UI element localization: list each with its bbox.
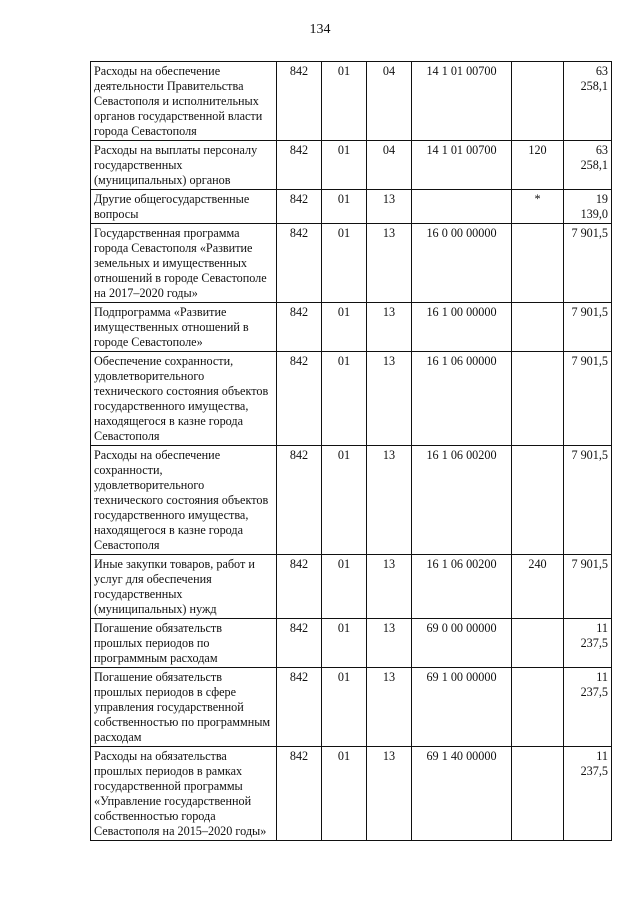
table-row: [91, 619, 612, 668]
subsection-code: 13: [367, 352, 412, 446]
ministry-code: 842: [277, 190, 322, 224]
table-row: [91, 190, 612, 224]
table-row: [91, 668, 612, 747]
section-code: 01: [322, 747, 367, 841]
section-code: 01: [322, 619, 367, 668]
ministry-code: 842: [277, 747, 322, 841]
expense-type-code: [512, 62, 564, 141]
subsection-code: 13: [367, 747, 412, 841]
section-code: 01: [322, 303, 367, 352]
target-article-code: 16 1 06 00200: [412, 555, 512, 619]
amount-value: 7 901,5: [564, 555, 612, 619]
target-article-code: 14 1 01 00700: [412, 62, 512, 141]
target-article-code: 16 1 00 00000: [412, 303, 512, 352]
row-name: Обеспечение сохранности, удовлетворительного технического состояния объектов государственного имущества, находящегося в казне города Севастополя: [91, 352, 277, 446]
section-code: 01: [322, 190, 367, 224]
table-row: [91, 141, 612, 190]
expense-type-code: 120: [512, 141, 564, 190]
budget-table-body: [91, 62, 612, 841]
row-name: Погашение обязательств прошлых периодов в сфере управления государственной собственностью по программным расходам: [91, 668, 277, 747]
section-code: 01: [322, 62, 367, 141]
target-article-code: 16 0 00 00000: [412, 224, 512, 303]
target-article-code: 16 1 06 00200: [412, 446, 512, 555]
subsection-code: 04: [367, 62, 412, 141]
page-number: 134: [309, 22, 331, 37]
ministry-code: 842: [277, 668, 322, 747]
amount-value: 7 901,5: [564, 352, 612, 446]
table-row: [91, 747, 612, 841]
expense-type-code: [512, 352, 564, 446]
ministry-code: 842: [277, 555, 322, 619]
row-name: Расходы на обязательства прошлых периодов в рамках государственной программы «Управление государственной собственностью города Севастополя на 2015–2020 годы»: [91, 747, 277, 841]
subsection-code: 13: [367, 446, 412, 555]
amount-value: 63 258,1: [564, 62, 612, 141]
subsection-code: 13: [367, 303, 412, 352]
row-name: Другие общегосударственные вопросы: [91, 190, 277, 224]
subsection-code: 13: [367, 668, 412, 747]
table-row: [91, 352, 612, 446]
expense-type-code: [512, 224, 564, 303]
ministry-code: 842: [277, 303, 322, 352]
amount-value: 7 901,5: [564, 224, 612, 303]
ministry-code: 842: [277, 141, 322, 190]
subsection-code: 13: [367, 224, 412, 303]
subsection-code: 13: [367, 190, 412, 224]
ministry-code: 842: [277, 62, 322, 141]
amount-value: 7 901,5: [564, 446, 612, 555]
amount-value: 63 258,1: [564, 141, 612, 190]
budget-table: [90, 61, 612, 841]
amount-value: 11 237,5: [564, 668, 612, 747]
expense-type-code: [512, 668, 564, 747]
subsection-code: 13: [367, 555, 412, 619]
amount-value: 19 139,0: [564, 190, 612, 224]
ministry-code: 842: [277, 352, 322, 446]
ministry-code: 842: [277, 619, 322, 668]
target-article-code: 14 1 01 00700: [412, 141, 512, 190]
row-name: Расходы на выплаты персоналу государственных (муниципальных) органов: [91, 141, 277, 190]
row-name: Расходы на обеспечение деятельности Правительства Севастополя и исполнительных органов государственной власти города Севастополя: [91, 62, 277, 141]
expense-type-code: [512, 446, 564, 555]
section-code: 01: [322, 668, 367, 747]
row-name: Расходы на обеспечение сохранности, удовлетворительного технического состояния объектов государственного имущества, находящегося в казне города Севастополя: [91, 446, 277, 555]
expense-type-code: 240: [512, 555, 564, 619]
section-code: 01: [322, 555, 367, 619]
section-code: 01: [322, 141, 367, 190]
expense-type-code: [512, 303, 564, 352]
subsection-code: 04: [367, 141, 412, 190]
ministry-code: 842: [277, 224, 322, 303]
row-name: Государственная программа города Севастополя «Развитие земельных и имущественных отношений в городе Севастополе на 2017–2020 годы»: [91, 224, 277, 303]
row-name: Подпрограмма «Развитие имущественных отношений в городе Севастополе»: [91, 303, 277, 352]
target-article-code: 69 1 00 00000: [412, 668, 512, 747]
amount-value: 7 901,5: [564, 303, 612, 352]
subsection-code: 13: [367, 619, 412, 668]
target-article-code: 69 0 00 00000: [412, 619, 512, 668]
expense-type-code: [512, 619, 564, 668]
target-article-code: 69 1 40 00000: [412, 747, 512, 841]
section-code: 01: [322, 352, 367, 446]
amount-value: 11 237,5: [564, 619, 612, 668]
expense-type-code: *: [512, 190, 564, 224]
table-row: [91, 224, 612, 303]
amount-value: 11 237,5: [564, 747, 612, 841]
ministry-code: 842: [277, 446, 322, 555]
section-code: 01: [322, 224, 367, 303]
section-code: 01: [322, 446, 367, 555]
target-article-code: [412, 190, 512, 224]
table-row: [91, 446, 612, 555]
row-name: Иные закупки товаров, работ и услуг для обеспечения государственных (муниципальных) нужд: [91, 555, 277, 619]
table-row: [91, 555, 612, 619]
target-article-code: 16 1 06 00000: [412, 352, 512, 446]
table-row: [91, 62, 612, 141]
row-name: Погашение обязательств прошлых периодов по программным расходам: [91, 619, 277, 668]
table-row: [91, 303, 612, 352]
expense-type-code: [512, 747, 564, 841]
